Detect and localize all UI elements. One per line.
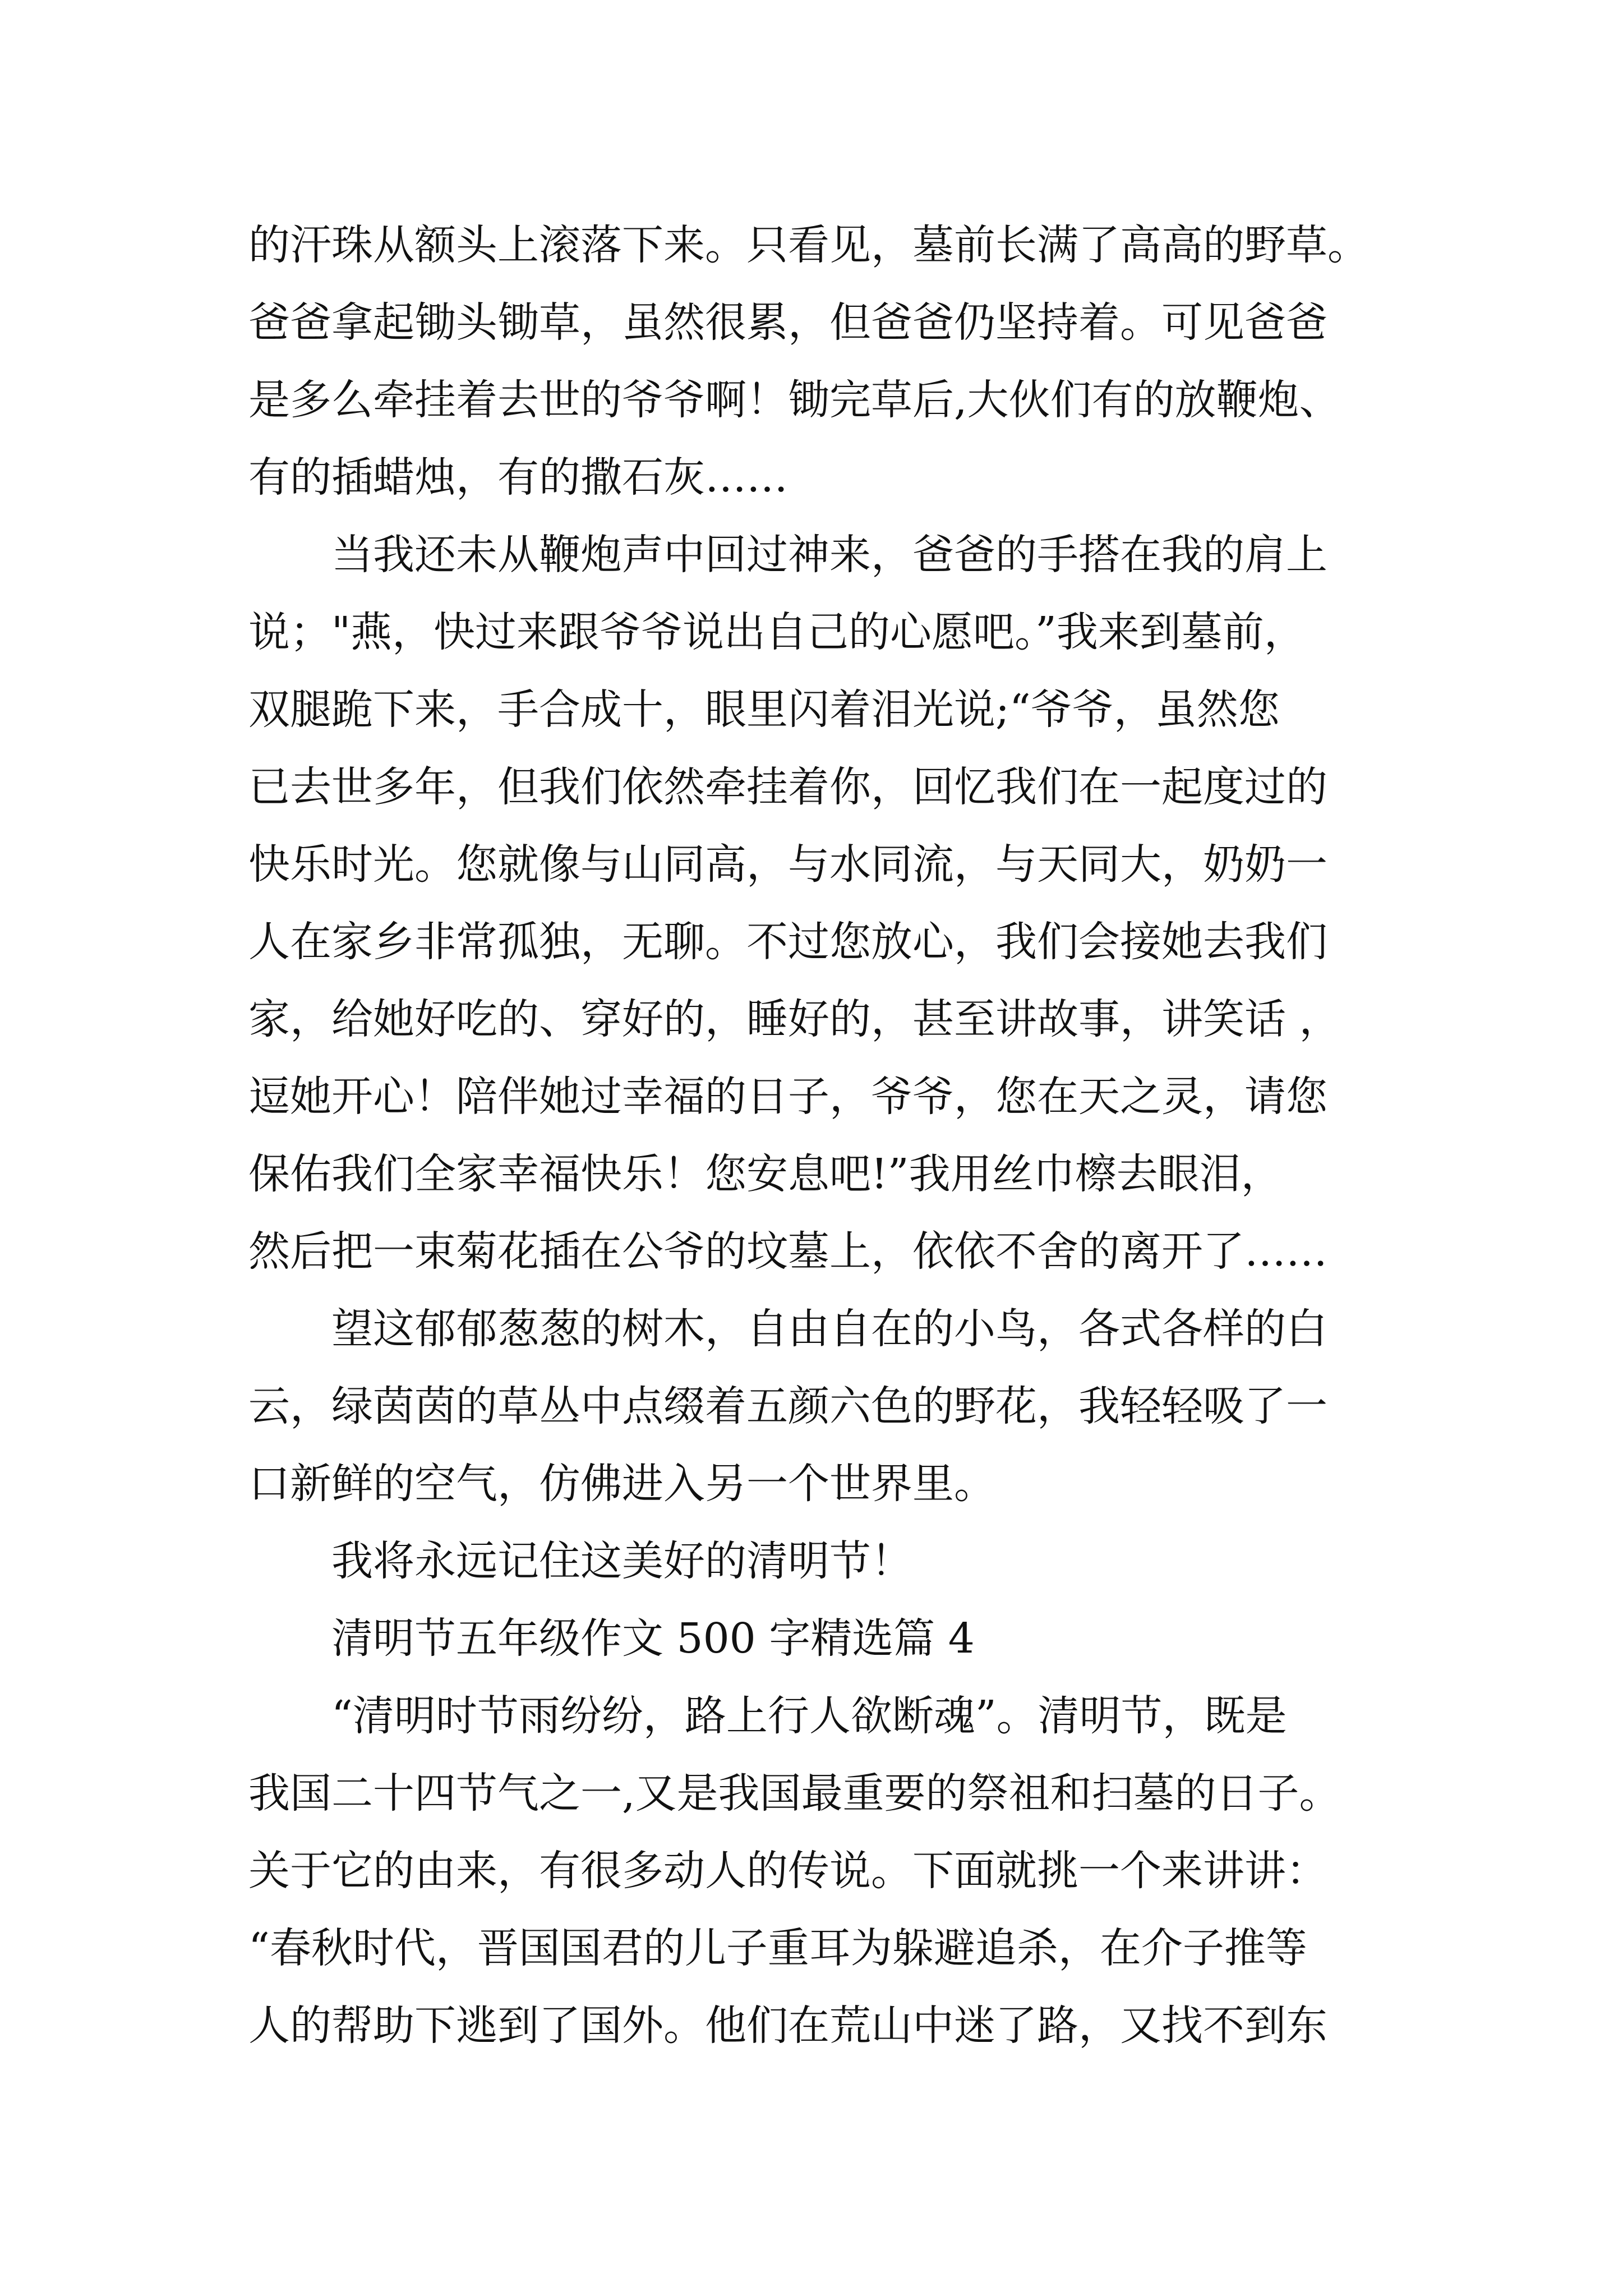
text-line-3: 是多么牵挂着去世的爷爷啊！锄完草后,大伙们有的放鞭炮、 (248, 376, 1341, 424)
text-line-8: 已去世多年，但我们依然牵挂着你，回忆我们在一起度过的 (248, 763, 1327, 811)
text-line-24: 人的帮助下逃到了国外。他们在荒山中迷了路，又找不到东 (248, 2001, 1327, 2050)
section-heading: 清明节五年级作文 500 字精选篇 4 (331, 1614, 975, 1663)
text-line-5: 当我还未从鞭炮声中回过神来，爸爸的手搭在我的肩上 (331, 531, 1327, 579)
text-line-7: 双腿跪下来，手合成十，眼里闪着泪光说;“爷爷，虽然您 (248, 685, 1280, 734)
text-line-12: 逗她开心！陪伴她过幸福的日子，爷爷，您在天之灵，请您 (248, 1073, 1327, 1121)
text-line-21: 我国二十四节气之一,又是我国最重要的祭祖和扫墓的日子。 (248, 1769, 1341, 1818)
text-line-2: 爸爸拿起锄头锄草，虽然很累，但爸爸仍坚持着。可见爸爸 (248, 298, 1327, 347)
text-line-11: 家，给她好吃的、穿好的，睡好的，甚至讲故事，讲笑话 ， (248, 995, 1341, 1043)
text-line-18: 我将永远记住这美好的清明节！ (331, 1537, 912, 1585)
text-line-13: 保佑我们全家幸福快乐！您安息吧!”我用丝巾檫去眼泪， (248, 1150, 1283, 1198)
text-line-16: 云，绿茵茵的草丛中点缀着五颜六色的野花，我轻轻吸了一 (248, 1382, 1327, 1430)
text-line-20: “清明时节雨纷纷，路上行人欲断魂”。清明节，既是 (331, 1692, 1287, 1740)
text-line-1: 的汗珠从额头上滚落下来。只看见，墓前长满了高高的野草。 (248, 221, 1369, 269)
text-line-17: 口新鲜的空气，仿佛进入另一个世界里。 (248, 1460, 995, 1508)
text-line-4: 有的插蜡烛，有的撒石灰…… (248, 453, 788, 501)
text-line-14: 然后把一束菊花插在公爷的坟墓上，依依不舍的离开了…… (248, 1227, 1327, 1276)
text-line-22: 关于它的由来，有很多动人的传说。下面就挑一个来讲讲： (248, 1847, 1327, 1895)
text-line-15: 望这郁郁葱葱的树木，自由自在的小鸟，各式各样的白 (331, 1305, 1327, 1353)
text-line-6: 说；"燕，快过来跟爷爷说出自己的心愿吧。”我来到墓前， (248, 608, 1306, 656)
text-line-9: 快乐时光。您就像与山同高，与水同流，与天同大，奶奶一 (248, 840, 1327, 889)
text-line-23: “春秋时代，晋国国君的儿子重耳为躲避追杀，在介子推等 (248, 1924, 1307, 1972)
body-text (248, 206, 1404, 2064)
text-line-10: 人在家乡非常孤独，无聊。不过您放心，我们会接她去我们 (248, 918, 1327, 966)
